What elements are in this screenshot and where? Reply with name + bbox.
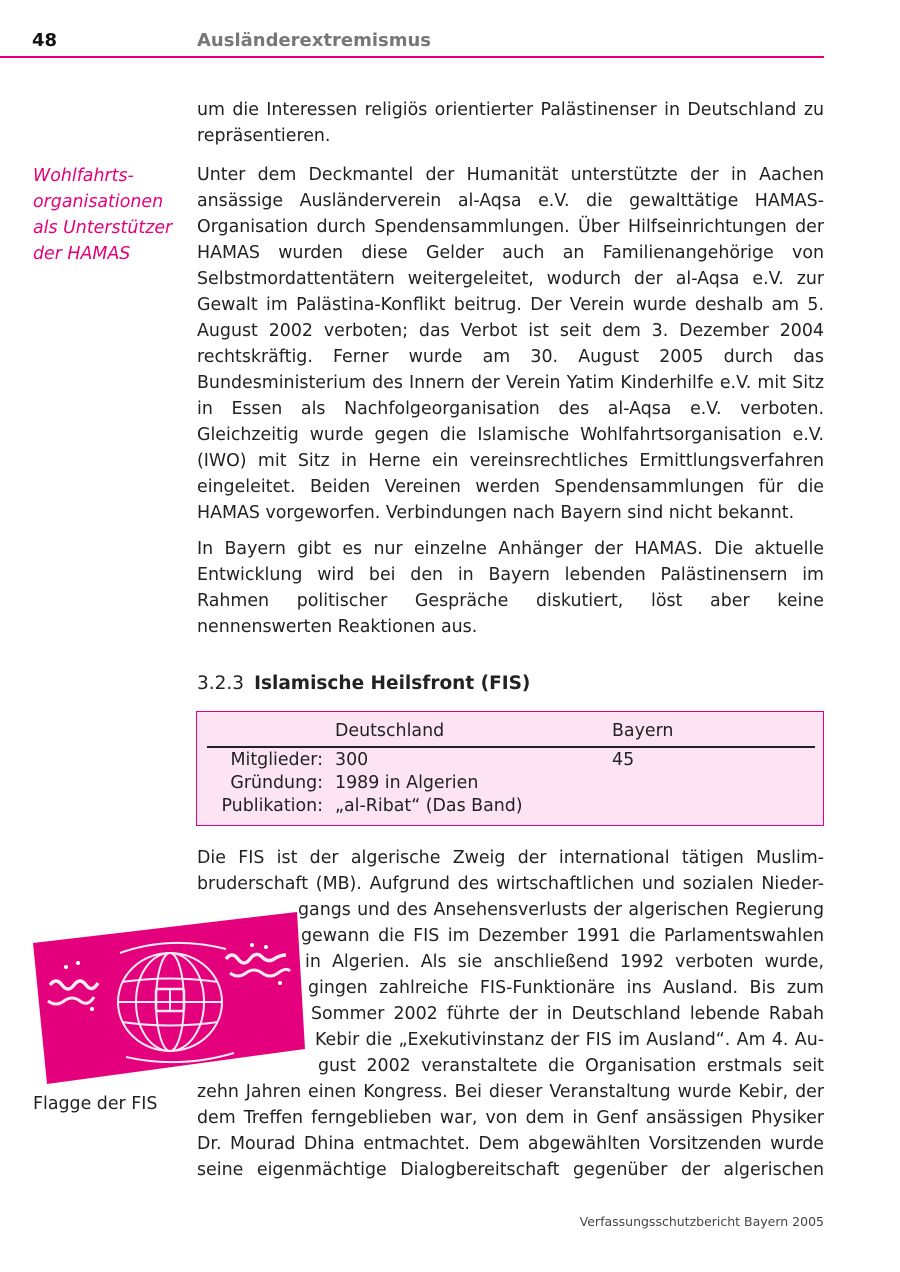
page-number: 48	[32, 30, 58, 51]
text-line: Dr. Mourad Dhina entmachtet. Dem abgewählten Vorsitzenden wurde	[197, 1134, 824, 1154]
paragraph-bayern: In Bayern gibt es nur einzelne Anhänger der HAMAS. Die aktuelle Entwicklung wird bei den in Bayern lebenden Palästinensern im Rahmen politischer Gespräche diskutiert, löst aber keine nennenswerten Reaktionen aus.	[197, 539, 824, 637]
cell-mitglieder-deutschland: 300	[335, 750, 369, 770]
text-line: zehn Jahren einen Kongress. Bei dieser Veranstaltung wurde Kebir, der	[197, 1082, 824, 1102]
info-box	[196, 711, 824, 826]
row-label-mitglieder: Mitglieder:	[230, 750, 323, 770]
text-line: seine eigenmächtige Dialogbereitschaft gegenüber der algerischen	[197, 1160, 824, 1180]
text-line: Kebir die „Exekutivinstanz der FIS im Ausland“. Am 4. Au-	[315, 1030, 824, 1050]
paragraph-al-aqsa: Unter dem Deckmantel der Humanität unterstützte der in Aachen ansässige Ausländerverein al-Aqsa e.V. die gewalttätige HAMAS-Organisation durch Spendensammlungen. Über Hilfseinrichtungen der HAMAS wurden diese Gelder auch an Familienangehörige von Selbstmordattentätern weitergeleitet, wodurch der al-Aqsa e.V. zur Gewalt im Palästina-Konflikt beitrug. Der Verein wurde deshalb am 5. August 2002 verboten; das Verbot ist seit dem 3. Dezember 2004 rechtskräftig. Ferner wurde am 30. August 2005 durch das Bundesministerium des Innern der Verein Yatim Kinderhilfe e.V. mit Sitz in Essen als Nachfolgeorganisation des al-Aqsa e.V. verboten. Gleichzeitig wurde gegen die Islamische Wohlfahrtsorganisation e.V. (IWO) mit Sitz in Herne ein vereinsrechtliches Ermittlungsverfahren eingeleitet. Beiden Vereinen werden Spendensammlungen für die HAMAS vorgeworfen. Verbindungen nach Bayern sind nicht bekannt.	[197, 165, 824, 523]
text-line: Sommer 2002 führte der in Deutschland lebende Rabah	[311, 1004, 824, 1024]
cell-publikation-deutschland: „al-Ribat“ (Das Band)	[335, 796, 523, 816]
section-heading	[197, 673, 530, 694]
row-label-publikation: Publikation:	[221, 796, 323, 816]
header-rule	[0, 56, 824, 58]
page-footer: Verfassungsschutzbericht Bayern 2005	[579, 1214, 824, 1229]
fis-flag-image	[30, 905, 310, 1090]
text-line: gust 2002 veranstaltete die Organisation erstmals seit	[318, 1056, 824, 1076]
running-head: Ausländerextremismus	[197, 30, 431, 51]
section-title: Islamische Heilsfront (FIS)	[254, 673, 531, 694]
cell-gruendung-deutschland: 1989 in Algerien	[335, 773, 479, 793]
cell-mitglieder-bayern: 45	[612, 750, 635, 770]
margin-note: Wohlfahrts-organisationen als Unterstützer der HAMAS	[33, 166, 173, 264]
figure-caption: Flagge der FIS	[33, 1094, 158, 1114]
text-line: gewann die FIS im Dezember 1991 die Parlamentswahlen	[301, 926, 824, 946]
text-line: gingen zahlreiche FIS-Funktionäre ins Ausland. Bis zum	[308, 978, 824, 998]
column-header-bayern: Bayern	[612, 721, 674, 741]
text-line: Die FIS ist der algerische Zweig der international tätigen Muslim-	[197, 848, 824, 868]
text-line: gangs und des Ansehensverlusts der algerischen Regierung	[298, 900, 824, 920]
paragraph-intro: um die Interessen religiös orientierter Palästinenser in Deutschland zu repräsentieren.	[197, 100, 824, 146]
text-line: in Algerien. Als sie anschließend 1992 verboten wurde,	[305, 952, 824, 972]
text-line: dem Treffen ferngeblieben war, von dem in Genf ansässigen Physiker	[197, 1108, 824, 1128]
column-header-deutschland: Deutschland	[335, 721, 445, 741]
row-label-gruendung: Gründung:	[230, 773, 323, 793]
section-number: 3.2.3	[197, 673, 245, 694]
info-box-rule	[207, 746, 815, 748]
text-line: bruderschaft (MB). Aufgrund des wirtschaftlichen und sozialen Nieder-	[197, 874, 824, 894]
